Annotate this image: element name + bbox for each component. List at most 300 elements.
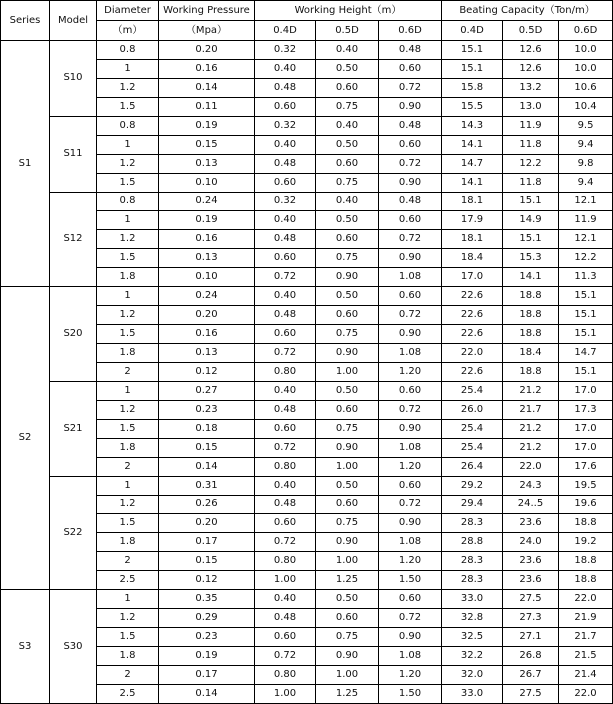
- capacity-0-6d-cell: 10.4: [559, 97, 613, 116]
- height-0-4d-cell: 0.48: [255, 306, 316, 325]
- capacity-0-6d-cell: 15.1: [559, 362, 613, 381]
- table-row: [1, 381, 613, 400]
- capacity-0-4d-cell: 14.1: [442, 173, 503, 192]
- capacity-0-5d-cell: 21.2: [503, 381, 559, 400]
- height-0-4d-cell: 0.48: [255, 230, 316, 249]
- capacity-0-6d-cell: 17.0: [559, 438, 613, 457]
- height-0-5d-cell: 1.25: [316, 684, 379, 703]
- capacity-0-5d-cell: 18.8: [503, 287, 559, 306]
- capacity-0-6d-cell: 12.2: [559, 249, 613, 268]
- diameter-cell: 1.8: [97, 647, 159, 666]
- capacity-0-4d-cell: 15.1: [442, 59, 503, 78]
- pressure-cell: 0.17: [159, 533, 255, 552]
- model-cell: S30: [50, 590, 97, 704]
- capacity-0-4d-cell: 33.0: [442, 590, 503, 609]
- height-0-4d-cell: 0.48: [255, 78, 316, 97]
- height-0-6d-cell: 0.72: [379, 78, 442, 97]
- height-0-4d-cell: 0.60: [255, 173, 316, 192]
- header-diameter: Diameter: [97, 1, 159, 21]
- height-0-4d-cell: 0.72: [255, 438, 316, 457]
- capacity-0-5d-cell: 18.8: [503, 325, 559, 344]
- capacity-0-5d-cell: 11.8: [503, 173, 559, 192]
- capacity-0-4d-cell: 14.1: [442, 135, 503, 154]
- capacity-0-4d-cell: 32.0: [442, 665, 503, 684]
- model-cell: S21: [50, 381, 97, 476]
- capacity-0-5d-cell: 14.9: [503, 211, 559, 230]
- capacity-0-6d-cell: 9.4: [559, 135, 613, 154]
- height-0-4d-cell: 0.80: [255, 552, 316, 571]
- diameter-cell: 2.5: [97, 571, 159, 590]
- pressure-cell: 0.23: [159, 400, 255, 419]
- capacity-0-4d-cell: 22.6: [442, 325, 503, 344]
- capacity-0-6d-cell: 11.3: [559, 268, 613, 287]
- height-0-6d-cell: 0.48: [379, 41, 442, 60]
- capacity-0-4d-cell: 17.9: [442, 211, 503, 230]
- capacity-0-6d-cell: 9.4: [559, 173, 613, 192]
- diameter-cell: 1: [97, 287, 159, 306]
- height-0-5d-cell: 0.75: [316, 419, 379, 438]
- diameter-cell: 2: [97, 552, 159, 571]
- height-0-4d-cell: 0.40: [255, 476, 316, 495]
- capacity-0-6d-cell: 17.6: [559, 457, 613, 476]
- diameter-cell: 2: [97, 665, 159, 684]
- diameter-cell: 1.5: [97, 514, 159, 533]
- height-0-5d-cell: 0.75: [316, 97, 379, 116]
- height-0-6d-cell: 0.90: [379, 514, 442, 533]
- height-0-4d-cell: 0.72: [255, 268, 316, 287]
- capacity-0-4d-cell: 18.1: [442, 192, 503, 211]
- pressure-cell: 0.24: [159, 192, 255, 211]
- header-height-0-5d: 0.5D: [316, 21, 379, 41]
- diameter-cell: 1.5: [97, 419, 159, 438]
- pressure-cell: 0.24: [159, 287, 255, 306]
- height-0-6d-cell: 1.20: [379, 665, 442, 684]
- model-cell: S12: [50, 192, 97, 287]
- height-0-6d-cell: 0.90: [379, 173, 442, 192]
- height-0-6d-cell: 0.90: [379, 97, 442, 116]
- diameter-cell: 0.8: [97, 116, 159, 135]
- header-model: Model: [50, 1, 97, 41]
- series-cell: S2: [1, 287, 50, 590]
- diameter-cell: 1: [97, 211, 159, 230]
- pressure-cell: 0.27: [159, 381, 255, 400]
- diameter-cell: 1.2: [97, 78, 159, 97]
- capacity-0-5d-cell: 26.8: [503, 647, 559, 666]
- height-0-6d-cell: 0.48: [379, 116, 442, 135]
- capacity-0-5d-cell: 27.5: [503, 590, 559, 609]
- table-row: [1, 287, 613, 306]
- capacity-0-4d-cell: 29.4: [442, 495, 503, 514]
- capacity-0-5d-cell: 27.5: [503, 684, 559, 703]
- height-0-6d-cell: 1.20: [379, 457, 442, 476]
- height-0-4d-cell: 0.60: [255, 325, 316, 344]
- pressure-cell: 0.20: [159, 514, 255, 533]
- height-0-5d-cell: 0.60: [316, 495, 379, 514]
- height-0-6d-cell: 0.60: [379, 287, 442, 306]
- height-0-5d-cell: 1.00: [316, 457, 379, 476]
- capacity-0-5d-cell: 18.8: [503, 362, 559, 381]
- table-row: [1, 590, 613, 609]
- height-0-5d-cell: 0.75: [316, 628, 379, 647]
- diameter-cell: 2: [97, 362, 159, 381]
- capacity-0-5d-cell: 21.2: [503, 419, 559, 438]
- capacity-0-6d-cell: 12.1: [559, 230, 613, 249]
- height-0-5d-cell: 0.75: [316, 325, 379, 344]
- height-0-6d-cell: 1.20: [379, 552, 442, 571]
- height-0-4d-cell: 0.40: [255, 59, 316, 78]
- capacity-0-6d-cell: 22.0: [559, 590, 613, 609]
- capacity-0-4d-cell: 22.6: [442, 287, 503, 306]
- height-0-4d-cell: 0.40: [255, 287, 316, 306]
- pressure-cell: 0.18: [159, 419, 255, 438]
- pressure-cell: 0.13: [159, 249, 255, 268]
- header-capacity-0-4d: 0.4D: [442, 21, 503, 41]
- capacity-0-6d-cell: 10.0: [559, 59, 613, 78]
- pressure-cell: 0.12: [159, 362, 255, 381]
- capacity-0-5d-cell: 23.6: [503, 514, 559, 533]
- capacity-0-5d-cell: 15.1: [503, 192, 559, 211]
- height-0-5d-cell: 1.25: [316, 571, 379, 590]
- capacity-0-5d-cell: 14.1: [503, 268, 559, 287]
- height-0-4d-cell: 0.60: [255, 628, 316, 647]
- height-0-4d-cell: 0.32: [255, 192, 316, 211]
- capacity-0-4d-cell: 14.3: [442, 116, 503, 135]
- capacity-0-5d-cell: 12.2: [503, 154, 559, 173]
- pressure-cell: 0.23: [159, 628, 255, 647]
- height-0-6d-cell: 0.72: [379, 495, 442, 514]
- height-0-6d-cell: 0.72: [379, 230, 442, 249]
- capacity-0-5d-cell: 23.6: [503, 552, 559, 571]
- capacity-0-4d-cell: 25.4: [442, 438, 503, 457]
- capacity-0-6d-cell: 18.8: [559, 514, 613, 533]
- header-height-0-6d: 0.6D: [379, 21, 442, 41]
- height-0-4d-cell: 0.80: [255, 665, 316, 684]
- diameter-cell: 1.8: [97, 268, 159, 287]
- capacity-0-6d-cell: 10.0: [559, 41, 613, 60]
- height-0-4d-cell: 0.48: [255, 495, 316, 514]
- pressure-cell: 0.10: [159, 268, 255, 287]
- height-0-4d-cell: 0.60: [255, 419, 316, 438]
- capacity-0-6d-cell: 9.8: [559, 154, 613, 173]
- height-0-6d-cell: 1.20: [379, 362, 442, 381]
- diameter-cell: 1.5: [97, 173, 159, 192]
- series-cell: S1: [1, 41, 50, 287]
- height-0-4d-cell: 0.40: [255, 211, 316, 230]
- diameter-cell: 1: [97, 590, 159, 609]
- pressure-cell: 0.15: [159, 552, 255, 571]
- table-row: [1, 476, 613, 495]
- capacity-0-4d-cell: 25.4: [442, 381, 503, 400]
- pressure-cell: 0.13: [159, 344, 255, 363]
- diameter-cell: 1.5: [97, 325, 159, 344]
- capacity-0-4d-cell: 15.1: [442, 41, 503, 60]
- header-diameter-unit: （m）: [97, 21, 159, 41]
- diameter-cell: 1: [97, 381, 159, 400]
- height-0-5d-cell: 0.40: [316, 41, 379, 60]
- height-0-5d-cell: 0.60: [316, 78, 379, 97]
- height-0-5d-cell: 0.40: [316, 116, 379, 135]
- height-0-6d-cell: 0.60: [379, 59, 442, 78]
- height-0-5d-cell: 0.50: [316, 476, 379, 495]
- height-0-4d-cell: 0.40: [255, 135, 316, 154]
- series-cell: S3: [1, 590, 50, 704]
- height-0-5d-cell: 0.90: [316, 344, 379, 363]
- table-header: [1, 1, 613, 41]
- header-height-0-4d: 0.4D: [255, 21, 316, 41]
- capacity-0-6d-cell: 15.1: [559, 306, 613, 325]
- pressure-cell: 0.20: [159, 41, 255, 60]
- height-0-5d-cell: 1.00: [316, 665, 379, 684]
- height-0-5d-cell: 0.75: [316, 173, 379, 192]
- height-0-6d-cell: 0.90: [379, 325, 442, 344]
- height-0-6d-cell: 0.48: [379, 192, 442, 211]
- height-0-4d-cell: 0.40: [255, 590, 316, 609]
- height-0-4d-cell: 1.00: [255, 571, 316, 590]
- capacity-0-5d-cell: 24..5: [503, 495, 559, 514]
- height-0-5d-cell: 0.50: [316, 590, 379, 609]
- height-0-6d-cell: 0.72: [379, 154, 442, 173]
- capacity-0-6d-cell: 21.7: [559, 628, 613, 647]
- pressure-cell: 0.19: [159, 647, 255, 666]
- capacity-0-6d-cell: 11.9: [559, 211, 613, 230]
- diameter-cell: 1.8: [97, 438, 159, 457]
- capacity-0-4d-cell: 26.0: [442, 400, 503, 419]
- diameter-cell: 1.5: [97, 97, 159, 116]
- diameter-cell: 1: [97, 476, 159, 495]
- diameter-cell: 1.2: [97, 400, 159, 419]
- table-row: [1, 192, 613, 211]
- capacity-0-4d-cell: 28.8: [442, 533, 503, 552]
- capacity-0-6d-cell: 10.6: [559, 78, 613, 97]
- capacity-0-5d-cell: 18.4: [503, 344, 559, 363]
- header-series: Series: [1, 1, 50, 41]
- pressure-cell: 0.11: [159, 97, 255, 116]
- capacity-0-5d-cell: 13.0: [503, 97, 559, 116]
- height-0-6d-cell: 1.08: [379, 647, 442, 666]
- capacity-0-5d-cell: 21.2: [503, 438, 559, 457]
- capacity-0-6d-cell: 12.1: [559, 192, 613, 211]
- diameter-cell: 1: [97, 59, 159, 78]
- pressure-cell: 0.31: [159, 476, 255, 495]
- height-0-5d-cell: 0.90: [316, 647, 379, 666]
- pressure-cell: 0.35: [159, 590, 255, 609]
- height-0-6d-cell: 1.50: [379, 571, 442, 590]
- capacity-0-5d-cell: 11.8: [503, 135, 559, 154]
- height-0-6d-cell: 0.72: [379, 400, 442, 419]
- height-0-4d-cell: 0.48: [255, 609, 316, 628]
- height-0-6d-cell: 0.90: [379, 419, 442, 438]
- pressure-cell: 0.14: [159, 78, 255, 97]
- diameter-cell: 1.2: [97, 609, 159, 628]
- pressure-cell: 0.15: [159, 135, 255, 154]
- capacity-0-4d-cell: 28.3: [442, 514, 503, 533]
- height-0-6d-cell: 0.60: [379, 590, 442, 609]
- capacity-0-4d-cell: 28.3: [442, 552, 503, 571]
- height-0-4d-cell: 0.40: [255, 381, 316, 400]
- height-0-5d-cell: 0.50: [316, 211, 379, 230]
- diameter-cell: 1.8: [97, 344, 159, 363]
- height-0-5d-cell: 0.60: [316, 154, 379, 173]
- height-0-5d-cell: 1.00: [316, 362, 379, 381]
- height-0-4d-cell: 0.60: [255, 97, 316, 116]
- capacity-0-4d-cell: 22.6: [442, 306, 503, 325]
- capacity-0-4d-cell: 17.0: [442, 268, 503, 287]
- height-0-6d-cell: 1.08: [379, 533, 442, 552]
- capacity-0-6d-cell: 17.0: [559, 419, 613, 438]
- capacity-0-6d-cell: 19.2: [559, 533, 613, 552]
- capacity-0-6d-cell: 21.5: [559, 647, 613, 666]
- capacity-0-5d-cell: 12.6: [503, 41, 559, 60]
- height-0-5d-cell: 0.50: [316, 287, 379, 306]
- header-working-pressure: Working Pressure: [159, 1, 255, 21]
- capacity-0-6d-cell: 17.0: [559, 381, 613, 400]
- capacity-0-6d-cell: 18.8: [559, 571, 613, 590]
- capacity-0-5d-cell: 23.6: [503, 571, 559, 590]
- capacity-0-4d-cell: 29.2: [442, 476, 503, 495]
- pressure-cell: 0.12: [159, 571, 255, 590]
- capacity-0-6d-cell: 19.6: [559, 495, 613, 514]
- header-beating-capacity: Beating Capacity（Ton/m）: [442, 1, 613, 21]
- diameter-cell: 1.2: [97, 154, 159, 173]
- header-working-height: Working Height（m）: [255, 1, 442, 21]
- height-0-5d-cell: 0.60: [316, 306, 379, 325]
- pressure-cell: 0.16: [159, 230, 255, 249]
- header-capacity-0-5d: 0.5D: [503, 21, 559, 41]
- height-0-6d-cell: 1.08: [379, 268, 442, 287]
- capacity-0-5d-cell: 11.9: [503, 116, 559, 135]
- diameter-cell: 1.5: [97, 628, 159, 647]
- diameter-cell: 1.5: [97, 249, 159, 268]
- pressure-cell: 0.20: [159, 306, 255, 325]
- height-0-6d-cell: 0.60: [379, 381, 442, 400]
- capacity-0-4d-cell: 25.4: [442, 419, 503, 438]
- capacity-0-4d-cell: 28.3: [442, 571, 503, 590]
- capacity-0-5d-cell: 15.1: [503, 230, 559, 249]
- diameter-cell: 0.8: [97, 192, 159, 211]
- height-0-5d-cell: 0.90: [316, 533, 379, 552]
- capacity-0-5d-cell: 21.7: [503, 400, 559, 419]
- capacity-0-4d-cell: 22.0: [442, 344, 503, 363]
- capacity-0-4d-cell: 14.7: [442, 154, 503, 173]
- height-0-6d-cell: 0.72: [379, 306, 442, 325]
- header-capacity-0-6d: 0.6D: [559, 21, 613, 41]
- capacity-0-4d-cell: 26.4: [442, 457, 503, 476]
- height-0-4d-cell: 1.00: [255, 684, 316, 703]
- diameter-cell: 2.5: [97, 684, 159, 703]
- height-0-5d-cell: 0.50: [316, 381, 379, 400]
- capacity-0-4d-cell: 32.8: [442, 609, 503, 628]
- capacity-0-4d-cell: 18.1: [442, 230, 503, 249]
- capacity-0-6d-cell: 9.5: [559, 116, 613, 135]
- model-cell: S10: [50, 41, 97, 117]
- table-row: [1, 41, 613, 60]
- height-0-4d-cell: 0.72: [255, 647, 316, 666]
- height-0-4d-cell: 0.48: [255, 154, 316, 173]
- height-0-5d-cell: 0.90: [316, 268, 379, 287]
- capacity-0-5d-cell: 27.3: [503, 609, 559, 628]
- height-0-6d-cell: 1.08: [379, 344, 442, 363]
- header-pressure-unit: （Mpa）: [159, 21, 255, 41]
- capacity-0-6d-cell: 17.3: [559, 400, 613, 419]
- capacity-0-5d-cell: 22.0: [503, 457, 559, 476]
- capacity-0-6d-cell: 15.1: [559, 287, 613, 306]
- pressure-cell: 0.13: [159, 154, 255, 173]
- height-0-6d-cell: 0.72: [379, 609, 442, 628]
- pressure-cell: 0.26: [159, 495, 255, 514]
- capacity-0-5d-cell: 24.0: [503, 533, 559, 552]
- capacity-0-6d-cell: 18.8: [559, 552, 613, 571]
- height-0-4d-cell: 0.80: [255, 362, 316, 381]
- height-0-4d-cell: 0.72: [255, 533, 316, 552]
- capacity-0-6d-cell: 21.9: [559, 609, 613, 628]
- height-0-4d-cell: 0.60: [255, 249, 316, 268]
- height-0-4d-cell: 0.60: [255, 514, 316, 533]
- pressure-cell: 0.19: [159, 211, 255, 230]
- table-row: [1, 116, 613, 135]
- capacity-0-4d-cell: 32.2: [442, 647, 503, 666]
- height-0-6d-cell: 0.90: [379, 249, 442, 268]
- pressure-cell: 0.10: [159, 173, 255, 192]
- height-0-4d-cell: 0.80: [255, 457, 316, 476]
- pressure-cell: 0.19: [159, 116, 255, 135]
- diameter-cell: 1.2: [97, 230, 159, 249]
- height-0-5d-cell: 1.00: [316, 552, 379, 571]
- capacity-0-6d-cell: 14.7: [559, 344, 613, 363]
- height-0-5d-cell: 0.60: [316, 400, 379, 419]
- capacity-0-5d-cell: 12.6: [503, 59, 559, 78]
- capacity-0-4d-cell: 33.0: [442, 684, 503, 703]
- height-0-6d-cell: 0.60: [379, 476, 442, 495]
- height-0-4d-cell: 0.48: [255, 400, 316, 419]
- capacity-0-5d-cell: 15.3: [503, 249, 559, 268]
- pressure-cell: 0.29: [159, 609, 255, 628]
- capacity-0-4d-cell: 15.5: [442, 97, 503, 116]
- capacity-0-5d-cell: 26.7: [503, 665, 559, 684]
- model-cell: S20: [50, 287, 97, 382]
- capacity-0-6d-cell: 21.4: [559, 665, 613, 684]
- model-cell: S11: [50, 116, 97, 192]
- height-0-6d-cell: 0.60: [379, 211, 442, 230]
- diameter-cell: 1.2: [97, 495, 159, 514]
- pressure-cell: 0.15: [159, 438, 255, 457]
- height-0-5d-cell: 0.40: [316, 192, 379, 211]
- height-0-6d-cell: 0.60: [379, 135, 442, 154]
- height-0-4d-cell: 0.32: [255, 41, 316, 60]
- diameter-cell: 1.8: [97, 533, 159, 552]
- capacity-0-4d-cell: 32.5: [442, 628, 503, 647]
- height-0-6d-cell: 0.90: [379, 628, 442, 647]
- capacity-0-5d-cell: 27.1: [503, 628, 559, 647]
- height-0-5d-cell: 0.60: [316, 230, 379, 249]
- pressure-cell: 0.16: [159, 59, 255, 78]
- model-cell: S22: [50, 476, 97, 590]
- height-0-6d-cell: 1.50: [379, 684, 442, 703]
- table-body: [1, 41, 613, 704]
- diameter-cell: 0.8: [97, 41, 159, 60]
- height-0-5d-cell: 0.75: [316, 514, 379, 533]
- height-0-5d-cell: 0.60: [316, 609, 379, 628]
- pressure-cell: 0.17: [159, 665, 255, 684]
- height-0-5d-cell: 0.90: [316, 438, 379, 457]
- capacity-0-6d-cell: 19.5: [559, 476, 613, 495]
- capacity-0-5d-cell: 18.8: [503, 306, 559, 325]
- capacity-0-4d-cell: 18.4: [442, 249, 503, 268]
- pressure-cell: 0.14: [159, 684, 255, 703]
- height-0-5d-cell: 0.75: [316, 249, 379, 268]
- capacity-0-5d-cell: 24.3: [503, 476, 559, 495]
- height-0-4d-cell: 0.32: [255, 116, 316, 135]
- pressure-cell: 0.14: [159, 457, 255, 476]
